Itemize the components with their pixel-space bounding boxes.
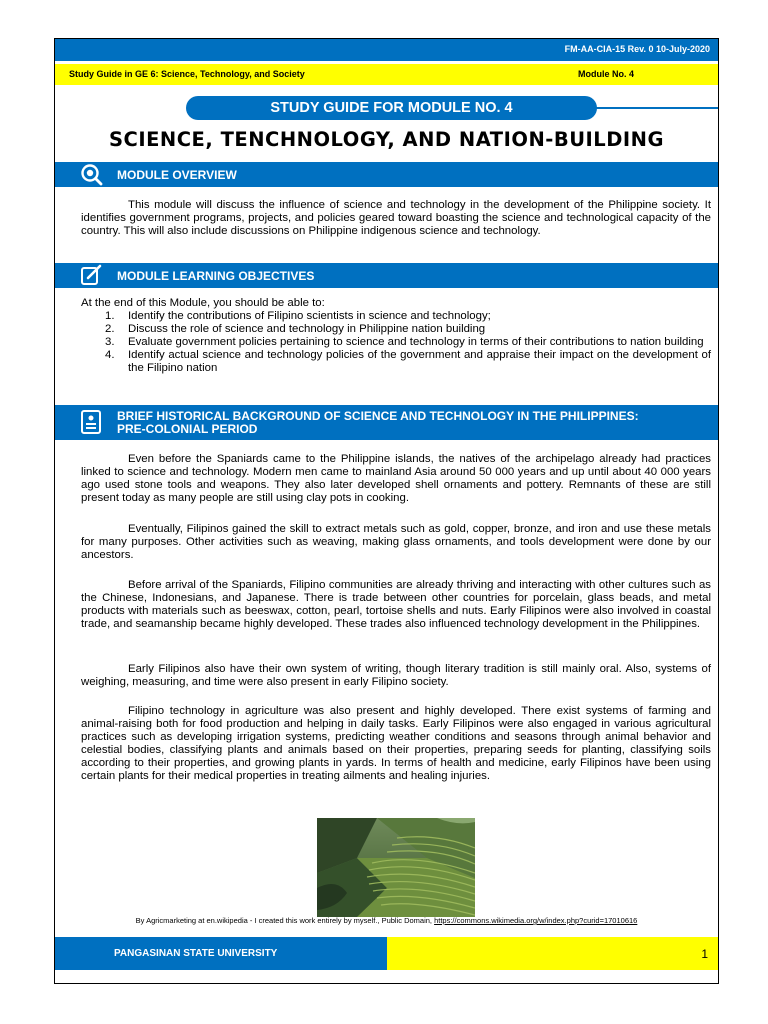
study-guide-banner: STUDY GUIDE FOR MODULE NO. 4 (186, 96, 597, 120)
list-item: 4. Identify actual science and technology policies of the government and appraise their impact on the development of the Filipino nation (105, 349, 711, 374)
overview-text: This module will discuss the influence of science and technology in the development of the Philippine society. It identifies government programs, projects, and policies geared toward boasting the science and technological capacity of the country. This will also include discussions on Philippine indigenous science and technology. (81, 199, 711, 237)
background-paragraph: Even before the Spaniards came to the Philippine islands, the natives of the archipelago already had practices linked to science and technology. Modern men came to mainland Asia around 50 000 years and up until about 40 000 years ago used stone tools and weapons. They also later developed shell ornaments and pottery. Remnants of these are still present today as many people are still using clay pots in cooking. (81, 453, 711, 504)
document-icon (79, 410, 103, 434)
background-paragraph: Eventually, Filipinos gained the skill to extract metals such as gold, copper, bronze, and iron and use these metals for many purposes. Other activities such as weaving, making glass ornaments, and tools development were done by our ancestors. (81, 523, 711, 561)
list-item: 1. Identify the contributions of Filipino scientists in science and technology; (105, 310, 491, 322)
image-caption: By Agricmarketing at en.wikipedia - I created this work entirely by myself., Public Domain, https://commons.wikimedia.org/w/index.php?curid=17010616 (135, 916, 638, 925)
footer-page-bar (387, 937, 718, 970)
footer-university-bar (55, 937, 387, 970)
section-title: MODULE OVERVIEW (117, 168, 237, 182)
source-link[interactable]: https://commons.wikimedia.org/w/index.php?curid=17010616 (434, 916, 638, 925)
list-item: 2. Discuss the role of science and technology in Philippine nation building (105, 323, 486, 335)
background-paragraph: Before arrival of the Spaniards, Filipino communities are already thriving and interacting with other cultures such as the Chinese, Indonesians, and Japanese. There is trade between other countries for porcelain, glass beads, and metal products with materials such as beeswax, cotton, pearl, tortoise shells and nuts. Early Filipinos were also involved in coastal trade, and seamanship became highly developed. These trades also influenced technology development in the Philippines. (81, 579, 711, 630)
section-header-background (55, 405, 718, 440)
section-header-overview (55, 162, 718, 187)
study-guide-subject: Study Guide in GE 6: Science, Technology, and Society (69, 69, 305, 79)
university-name: PANGASINAN STATE UNIVERSITY (114, 948, 278, 959)
study-guide-page (54, 38, 719, 984)
top-header-bar (55, 39, 718, 61)
page-title: SCIENCE, TENCHNOLOGY, AND NATION-BUILDING (109, 128, 664, 151)
objectives-list (81, 310, 711, 375)
objectives-block (81, 297, 711, 375)
edit-icon (79, 263, 103, 287)
list-item: 3. Evaluate government policies pertaining to science and technology in terms of their contributions to nation building (105, 336, 704, 348)
objectives-intro: At the end of this Module, you should be able to: (81, 297, 325, 309)
subject-header-bar (55, 64, 718, 85)
module-number: Module No. 4 (578, 69, 634, 79)
section-title: BRIEF HISTORICAL BACKGROUND OF SCIENCE AND TECHNOLOGY IN THE PHILIPPINES: PRE-COLONIAL PERIOD (117, 409, 639, 436)
section-title: MODULE LEARNING OBJECTIVES (117, 269, 315, 283)
magnifier-icon (79, 162, 103, 186)
background-paragraph: Early Filipinos also have their own system of writing, though literary tradition is still mainly oral. Also, systems of weighing, measuring, and time were also present in early Filipino society. (81, 663, 711, 688)
form-code: FM-AA-CIA-15 Rev. 0 10-July-2020 (564, 44, 710, 54)
rice-terraces-photo (317, 818, 475, 917)
background-paragraph: Filipino technology in agriculture was also present and highly developed. There exist systems of farming and animal-raising both for food production and helping in daily tasks. Early Filipinos were also engaged in various agricultural practices such as developing irrigation systems, predicting weather conditions and seasons through animal behavior and celestial bodies, classifying plants and animals based on their properties, preparing seeds for planting, classifying soils according to their properties, and growing plants in yards. In terms of health and medicine, early Filipinos have been using certain plants for their medical properties in treating ailments and healing injuries. (81, 705, 711, 782)
section-header-objectives (55, 263, 718, 288)
page-number: 1 (701, 947, 708, 961)
